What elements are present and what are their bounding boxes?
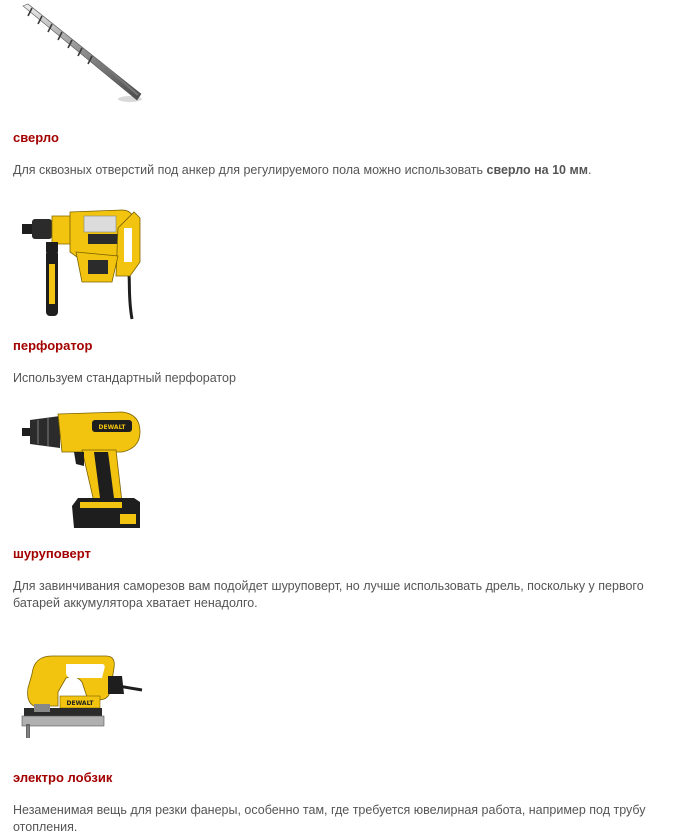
item-desc-rotary-hammer: Используем стандартный перфоратор — [13, 371, 236, 385]
rotary-hammer-image — [22, 204, 144, 322]
desc-line-2: отопления. — [13, 820, 78, 834]
item-desc-jigsaw — [13, 802, 690, 836]
item-desc-screwdriver — [13, 578, 690, 612]
drill-bit-image — [20, 2, 145, 104]
desc-line-1: Для завинчивания саморезов вам подойдет шуруповерт, но лучше использовать дрель, поскольку у первого — [13, 579, 644, 593]
brand-label-drill: DEWALT — [98, 424, 126, 431]
item-title-screwdriver: шуруповерт — [13, 546, 91, 561]
item-title-drill-bit: сверло — [13, 130, 59, 145]
item-desc-drill-bit — [13, 162, 690, 179]
item-title-rotary-hammer: перфоратор — [13, 338, 93, 353]
desc-bold-text: сверло на 10 мм — [486, 163, 588, 177]
jigsaw-image — [18, 652, 146, 740]
desc-line-2: батарей аккумулятора хватает ненадолго. — [13, 596, 258, 610]
brand-label-jigsaw: DEWALT — [66, 700, 94, 707]
item-title-jigsaw: электро лобзик — [13, 770, 113, 785]
cordless-drill-image — [22, 406, 144, 532]
desc-line-1: Незаменимая вещь для резки фанеры, особенно там, где требуется ювелирная работа, например под трубу — [13, 803, 646, 817]
desc-text-end: . — [587, 163, 592, 177]
desc-text: Для сквозных отверстий под анкер для регулируемого пола можно использовать — [13, 163, 487, 177]
